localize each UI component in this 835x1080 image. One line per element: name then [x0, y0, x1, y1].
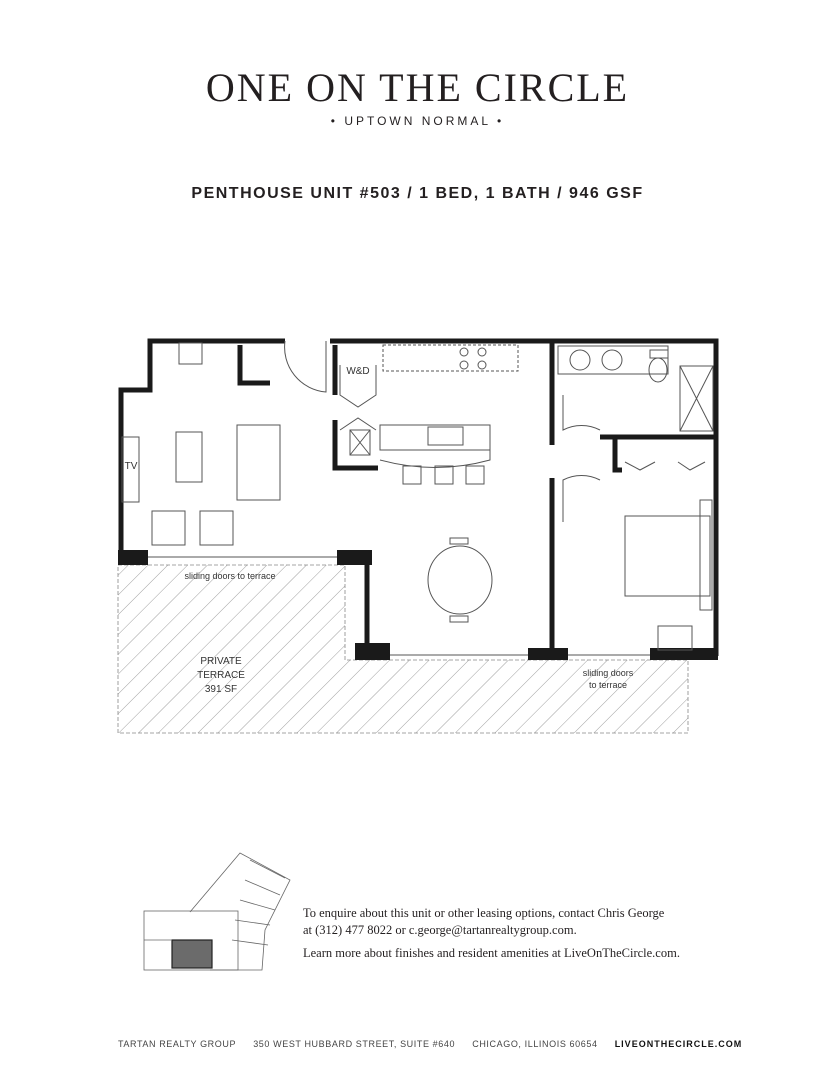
unit-heading: PENTHOUSE UNIT #503 / 1 BED, 1 BATH / 946 GSF	[191, 185, 644, 202]
footer-company: TARTAN REALTY GROUP	[118, 1039, 237, 1049]
contact-text-2: at (312) 477 8022 or c.george@tartanrealtygroup.com.	[303, 923, 577, 937]
terrace-label-3: 391 SF	[204, 684, 238, 695]
tv-label: TV	[124, 461, 138, 472]
footer-address: 350 WEST HUBBARD STREET, SUITE #640	[253, 1039, 456, 1049]
footer-city: CHICAGO, ILLINOIS 60654	[472, 1039, 598, 1049]
terrace-label-1: PRIVATE	[200, 656, 242, 667]
footer-website-link[interactable]: LIVEONTHECIRCLE.COM	[614, 1039, 743, 1049]
building-keyplan	[144, 853, 290, 970]
footer	[118, 1039, 742, 1049]
amenities-text: Learn more about finishes and resident amenities at LiveOnTheCircle.com.	[303, 946, 680, 960]
location-subtitle: • UPTOWN NORMAL •	[330, 114, 505, 128]
contact-text-1: To enquire about this unit or other leasing options, contact Chris George	[303, 906, 665, 920]
private-terrace	[118, 565, 688, 733]
sliding-doors-label-bedroom-1: sliding doors	[582, 668, 634, 678]
sliding-doors-label-bedroom-2: to terrace	[588, 680, 628, 690]
building-title: ONE ON THE CIRCLE	[205, 65, 630, 110]
terrace-label-2: TERRACE	[197, 670, 245, 681]
sliding-doors-label: sliding doors to terrace	[184, 571, 276, 581]
washer-dryer-label: W&D	[346, 366, 370, 377]
